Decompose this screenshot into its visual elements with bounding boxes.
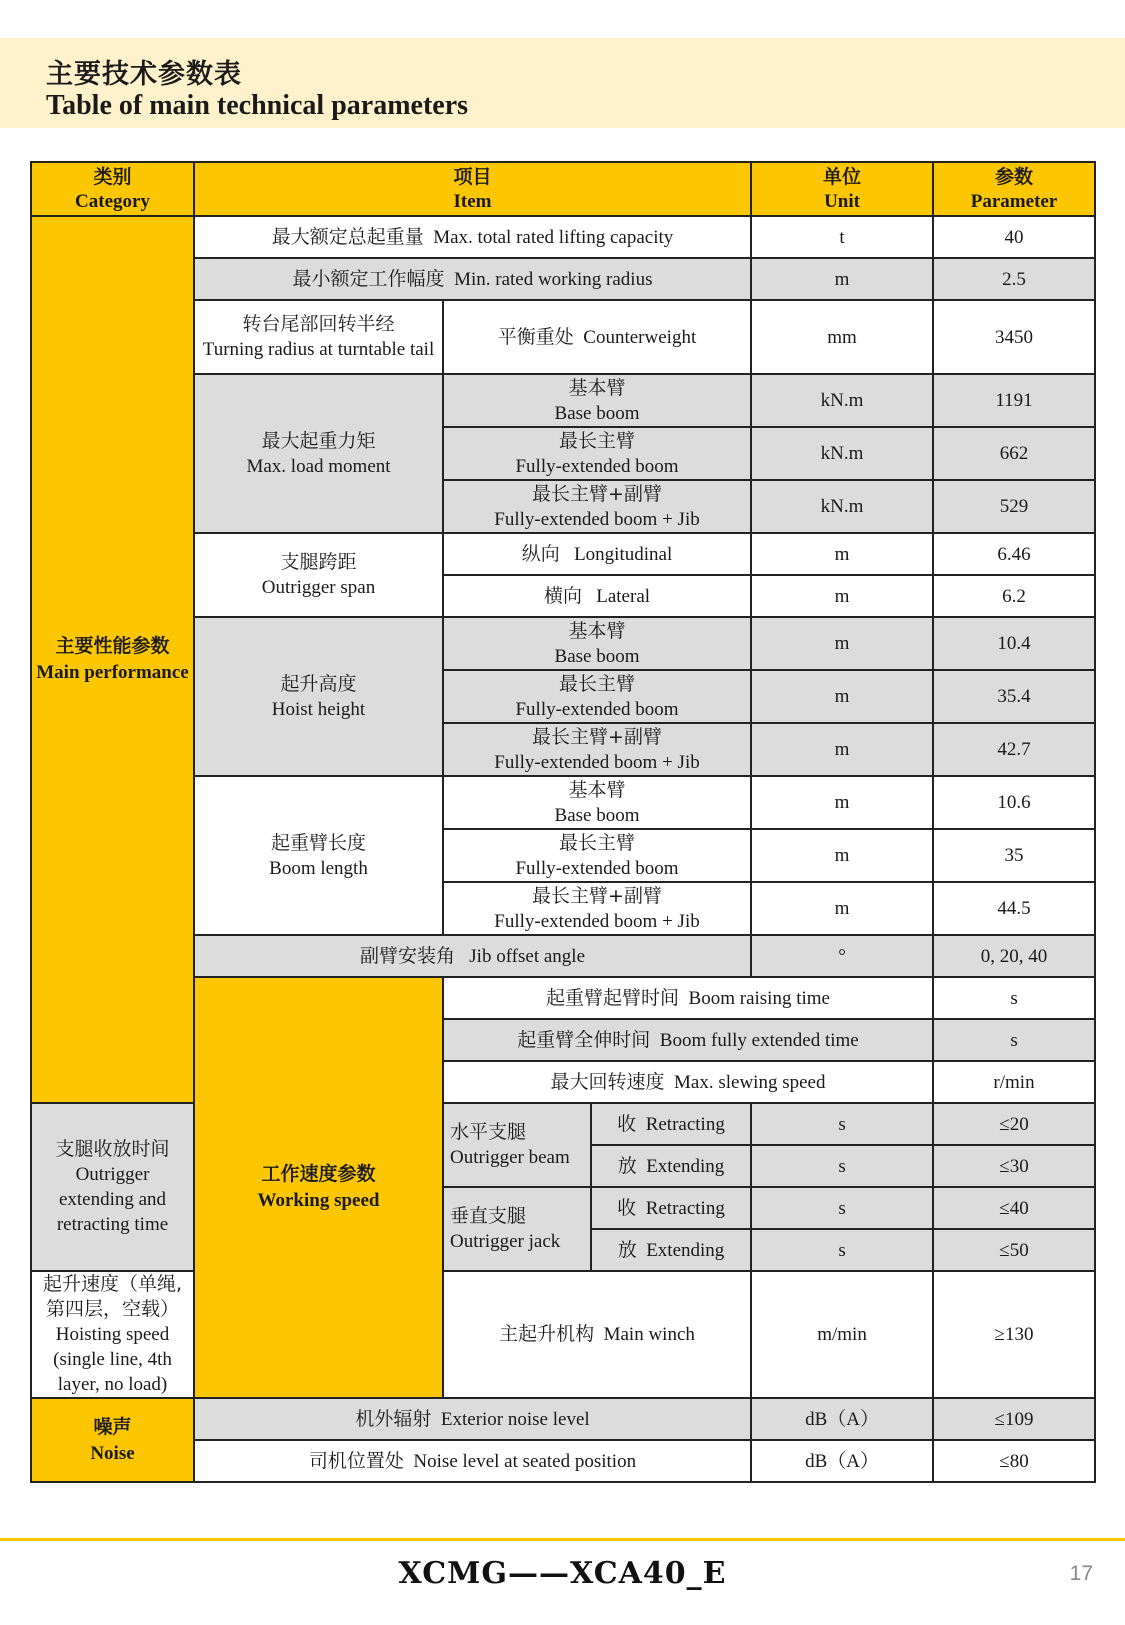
header-unit: 单位 Unit xyxy=(751,162,933,216)
sub-base-boom: 基本臂 Base boom xyxy=(443,374,751,427)
table-row xyxy=(31,216,1095,258)
unit-cell: m/min xyxy=(751,1271,933,1398)
unit-cell: m xyxy=(751,882,933,935)
action-retracting: 收 Retracting xyxy=(591,1187,751,1229)
item-slewing: 最大回转速度 Max. slewing speed xyxy=(443,1061,933,1103)
value-cell: ≤20 xyxy=(933,1103,1095,1145)
item-hoisting-speed: 起升速度（单绳,第四层，空载） Hoisting speed (single line, 4th layer, no load) xyxy=(31,1271,194,1398)
value-cell: 662 xyxy=(933,427,1095,480)
sub-main-winch: 主起升机构 Main winch xyxy=(443,1271,751,1398)
item-jib-offset: 副臂安装角 Jib offset angle xyxy=(194,935,751,977)
sub-base-boom: 基本臂 Base boom xyxy=(443,617,751,670)
value-cell: ≤40 xyxy=(933,1187,1095,1229)
unit-cell: s xyxy=(751,1145,933,1187)
value-cell: ≤80 xyxy=(933,1440,1095,1482)
unit-cell: mm xyxy=(751,300,933,374)
sub-fully-extended-boom: 最长主臂 Fully-extended boom xyxy=(443,427,751,480)
category-main-performance: 主要性能参数 Main performance xyxy=(31,216,194,1103)
unit-cell: r/min xyxy=(933,1061,1095,1103)
unit-cell: s xyxy=(751,1229,933,1271)
unit-cell: kN.m xyxy=(751,480,933,533)
item-boom-extend: 起重臂全伸时间 Boom fully extended time xyxy=(443,1019,933,1061)
action-retracting: 收 Retracting xyxy=(591,1103,751,1145)
header-category: 类别 Category xyxy=(31,162,194,216)
unit-cell: kN.m xyxy=(751,374,933,427)
table-row xyxy=(31,1271,1095,1398)
value-cell: 529 xyxy=(933,480,1095,533)
sub-outrigger-beam: 水平支腿 Outrigger beam xyxy=(443,1103,591,1187)
value-cell: 1191 xyxy=(933,374,1095,427)
unit-cell: s xyxy=(933,977,1095,1019)
value-cell: 44.5 xyxy=(933,882,1095,935)
value-cell: 2.5 xyxy=(933,258,1095,300)
item-boom-length: 起重臂长度 Boom length xyxy=(194,776,443,935)
item-hoist-height: 起升高度 Hoist height xyxy=(194,617,443,776)
item-seated-noise: 司机位置处 Noise level at seated position xyxy=(194,1440,751,1482)
page-number: 17 xyxy=(1069,1562,1093,1585)
value-cell: ≤30 xyxy=(933,1145,1095,1187)
value-cell: 3450 xyxy=(933,300,1095,374)
sub-outrigger-jack: 垂直支腿 Outrigger jack xyxy=(443,1187,591,1271)
item-turning-radius: 转台尾部回转半经 Turning radius at turntable tail xyxy=(194,300,443,374)
header-parameter: 参数 Parameter xyxy=(933,162,1095,216)
unit-cell: dB（A） xyxy=(751,1440,933,1482)
unit-cell: m xyxy=(751,776,933,829)
header-item: 项目 Item xyxy=(194,162,751,216)
item-load-moment: 最大起重力矩 Max. load moment xyxy=(194,374,443,533)
unit-cell: s xyxy=(751,1187,933,1229)
footer-divider xyxy=(0,1538,1125,1541)
unit-cell: s xyxy=(933,1019,1095,1061)
value-cell: 35 xyxy=(933,829,1095,882)
unit-cell: m xyxy=(751,670,933,723)
action-extending: 放 Extending xyxy=(591,1145,751,1187)
unit-cell: m xyxy=(751,575,933,617)
sub-fully-extended-boom: 最长主臂 Fully-extended boom xyxy=(443,829,751,882)
item-min-radius: 最小额定工作幅度 Min. rated working radius xyxy=(194,258,751,300)
sub-lateral: 横向 Lateral xyxy=(443,575,751,617)
sub-boom-jib: 最长主臂+副臂 Fully-extended boom + Jib xyxy=(443,882,751,935)
unit-cell: m xyxy=(751,258,933,300)
table-header-row xyxy=(31,162,1095,216)
sub-boom-jib: 最长主臂+副臂 Fully-extended boom + Jib xyxy=(443,480,751,533)
value-cell: 0, 20, 40 xyxy=(933,935,1095,977)
page-title-cn: 主要技术参数表 xyxy=(46,59,242,90)
value-cell: ≤50 xyxy=(933,1229,1095,1271)
unit-cell: m xyxy=(751,829,933,882)
unit-cell: s xyxy=(751,1103,933,1145)
value-cell: 40 xyxy=(933,216,1095,258)
value-cell: 10.6 xyxy=(933,776,1095,829)
value-cell: ≥130 xyxy=(933,1271,1095,1398)
sub-counterweight: 平衡重处 Counterweight xyxy=(443,300,751,374)
table-row xyxy=(31,1398,1095,1440)
unit-cell: m xyxy=(751,723,933,776)
spec-table xyxy=(30,161,1096,1483)
sub-base-boom: 基本臂 Base boom xyxy=(443,776,751,829)
item-max-capacity: 最大额定总起重量 Max. total rated lifting capacity xyxy=(194,216,751,258)
footer-brand: XCMG——XCA40_E xyxy=(398,1556,727,1591)
sub-fully-extended-boom: 最长主臂 Fully-extended boom xyxy=(443,670,751,723)
page-title-en: Table of main technical parameters xyxy=(46,90,469,121)
unit-cell: m xyxy=(751,533,933,575)
unit-cell: kN.m xyxy=(751,427,933,480)
value-cell: 10.4 xyxy=(933,617,1095,670)
value-cell: 42.7 xyxy=(933,723,1095,776)
category-noise: 噪声 Noise xyxy=(31,1398,194,1482)
unit-cell: dB（A） xyxy=(751,1398,933,1440)
unit-cell: t xyxy=(751,216,933,258)
item-boom-raising: 起重臂起臂时间 Boom raising time xyxy=(443,977,933,1019)
table-row xyxy=(31,1103,1095,1145)
unit-cell: ° xyxy=(751,935,933,977)
category-working-speed: 工作速度参数 Working speed xyxy=(194,977,443,1398)
value-cell: 6.2 xyxy=(933,575,1095,617)
sub-longitudinal: 纵向 Longitudinal xyxy=(443,533,751,575)
sub-boom-jib: 最长主臂+副臂 Fully-extended boom + Jib xyxy=(443,723,751,776)
value-cell: ≤109 xyxy=(933,1398,1095,1440)
value-cell: 35.4 xyxy=(933,670,1095,723)
action-extending: 放 Extending xyxy=(591,1229,751,1271)
item-exterior-noise: 机外辐射 Exterior noise level xyxy=(194,1398,751,1440)
unit-cell: m xyxy=(751,617,933,670)
value-cell: 6.46 xyxy=(933,533,1095,575)
item-outrigger-span: 支腿跨距 Outrigger span xyxy=(194,533,443,617)
item-outrigger-time: 支腿收放时间Outrigger extending and retracting time xyxy=(31,1103,194,1271)
